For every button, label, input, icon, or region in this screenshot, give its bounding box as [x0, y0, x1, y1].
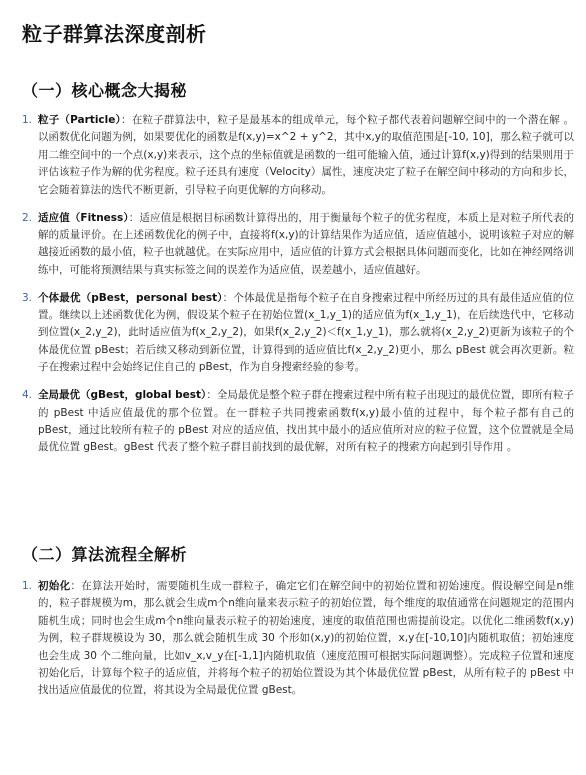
list-item: [22, 112, 574, 199]
list-number: 4.: [22, 389, 33, 402]
list-number: 3.: [22, 291, 33, 304]
list-item: [22, 387, 574, 457]
list-item-text: ：全局最优是整个粒子群在搜索过程中所有粒子出现过的最优位置，即所有粒子的 pBest 中适应值最优的那个位置。在一群粒子共同搜索函数f(x,y)最小值的过程中，每个粒子都有自己的 pBest，通过比较所有粒子的 pBest 对应的适应值，找出其中最小的适应值所对应的粒子位置，这个位置就是全局最优位置 gBest。gBest 代表了整个粒子群目前找到的最优解，对所有粒子的搜索方向起到引导作用 。: [38, 389, 574, 454]
term-label: 初始化: [38, 580, 71, 592]
algorithm-flow-list: [22, 578, 574, 710]
term-label: 粒子（Particle）: [38, 114, 122, 126]
list-item: [22, 290, 574, 377]
term-label: 全局最优（gBest，global best）: [38, 389, 207, 402]
list-number: 2.: [22, 211, 33, 224]
list-number: 1.: [22, 114, 33, 126]
list-item-text: ：在粒子群算法中，粒子是最基本的组成单元，每个粒子都代表着问题解空间中的一个潜在解 。以函数优化问题为例，如果要优化的函数是f(x,y)=x^2 + y^2，其中x,y的取值范围是[-10, 10]，那么粒子就可以用二维空间中的一个点(x,y)来表示，这个点的坐标值就是函数的一组可能输入值，通过计算f(x,y)得到的结果则用于评估该粒子作为解的优劣程度。粒子还具有速度（Velocity）属性，速度决定了粒子在解空间中移动的方向和步长，它会随着算法的迭代不断更新，引导粒子向更优解的方向移动。: [38, 114, 574, 196]
list-item-text: ：适应值是根据目标函数计算得出的，用于衡量每个粒子的优劣程度，本质上是对粒子所代表的解的质量评价。在上述函数优化的例子中，直接将f(x,y)的计算结果作为适应值，适应值越小，说明该粒子对应的解越接近函数的最小值，粒子也就越优。在实际应用中，适应值的计算方式会根据具体问题而变化，比如在神经网络训练中，可能将预测结果与真实标签之间的误差作为适应值，误差越小，适应值越好。: [38, 211, 575, 276]
list-item: [22, 578, 574, 700]
list-item-text: ：在算法开始时，需要随机生成一群粒子，确定它们在解空间中的初始位置和初始速度。假设解空间是n维的，粒子群规模为m，那么就会生成m个n维向量来表示粒子的初始位置，每个维度的取值通常在问题规定的范围内随机生成；同时也会生成m个n维向量表示粒子的初始速度，速度的取值范围也需提前设定。以优化二维函数f(x,y)为例，粒子群规模设为 30，那么就会随机生成 30 个形如(x,y)的初始位置，x,y在[-10,10]内随机取值；初始速度也会生成 30 个二维向量，比如v_x,v_y在[-1,1]内随机取值（速度范围可根据实际问题调整）。完成粒子位置和速度初始化后，计算每个粒子的适应值，并将每个粒子的初始位置设为其个体最优位置 pBest，从所有粒子的 pBest 中找出适应值最优的位置，将其设为全局最优位置 gBest。: [38, 580, 575, 697]
term-label: 适应值（Fitness）: [38, 211, 129, 224]
section-heading-core-concepts: （一）核心概念大揭秘: [22, 81, 188, 100]
term-label: 个体最优（pBest，personal best）: [38, 291, 223, 304]
section-heading-algorithm-flow: （二）算法流程全解析: [22, 545, 188, 564]
core-concepts-list: [22, 112, 574, 467]
list-item: [22, 210, 574, 280]
list-item-text: ：个体最优是指每个粒子在自身搜索过程中所经历过的具有最佳适应值的位置。继续以上述函数优化为例，假设某个粒子在初始位置(x_1,y_1)的适应值为f(x_1,y_1)，在后续迭代中，它移动到位置(x_2,y_2)，此时适应值为f(x_2,y_2)，如果f(x_2,y_2)＜f(x_1,y_1)，那么就将(x_2,y_2)更新为该粒子的个体最优位置 pBest；若后续又移动到新位置，计算得到的适应值比f(x_2,y_2)更小，那么 pBest 就会再次更新。粒子在搜索过程中会始终记住自己的 pBest，作为自身搜索经验的参考。: [38, 291, 574, 374]
list-number: 1.: [22, 580, 33, 592]
page-title: 粒子群算法深度剖析: [22, 22, 207, 46]
